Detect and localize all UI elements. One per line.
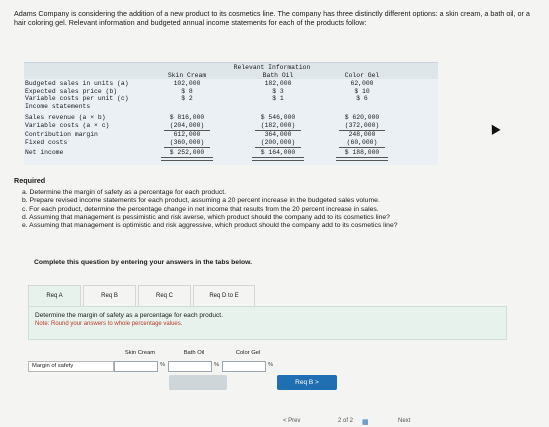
cell: 248,000 bbox=[348, 131, 376, 138]
cell: 102,000 bbox=[173, 80, 201, 87]
row-label: Sales revenue (a × b) bbox=[25, 114, 106, 121]
percent-sign: % bbox=[160, 362, 166, 368]
question-a: a. Determine the margin of safety as a percentage for each product. bbox=[22, 189, 227, 196]
cell: $ 1 bbox=[272, 95, 284, 102]
tab-req-c[interactable]: Req C bbox=[138, 285, 191, 306]
cell: (360,000) bbox=[169, 139, 205, 146]
tab-req-a[interactable]: Req A bbox=[28, 285, 81, 306]
rounding-note: Note: Round your answers to whole percentage values. bbox=[35, 321, 183, 327]
cell: 182,000 bbox=[264, 80, 292, 87]
question-c: c. For each product, determine the percentage change in net income that results from the 20 percent increase in sales. bbox=[22, 205, 379, 213]
bath-oil-mos-input[interactable] bbox=[168, 361, 212, 372]
color-gel-mos-input[interactable] bbox=[222, 361, 266, 372]
row-label: Fixed costs bbox=[25, 139, 68, 146]
cell: $ 252,000 bbox=[169, 149, 205, 156]
cell: $ 164,000 bbox=[260, 149, 296, 156]
next-req-b-button[interactable]: Req B > bbox=[277, 375, 337, 390]
cell: $ 10 bbox=[354, 87, 370, 95]
group-header: Relevant Information bbox=[233, 64, 311, 71]
total-double-rule bbox=[161, 157, 213, 161]
mouse-cursor-icon bbox=[487, 122, 500, 135]
row-label: Expected sales price (b) bbox=[25, 87, 118, 95]
cell: (182,000) bbox=[260, 122, 296, 129]
question-d: d. Assuming that management is pessimistic and risk averse, which product should the company add to its cosmetics line? bbox=[22, 213, 390, 221]
cell: $ 6 bbox=[356, 95, 368, 102]
cell: 612,000 bbox=[173, 131, 201, 138]
row-label: Net income bbox=[25, 149, 64, 156]
subtotal-rule bbox=[255, 147, 301, 148]
row-label: Variable costs (a × c) bbox=[25, 122, 110, 129]
prev-req-button[interactable] bbox=[169, 375, 227, 390]
tab-req-b[interactable]: Req B bbox=[83, 285, 136, 306]
answer-col-bath-oil: Bath Oil bbox=[183, 350, 205, 356]
cell: $ 620,000 bbox=[344, 114, 380, 121]
percent-sign: % bbox=[214, 362, 220, 368]
question-e: e. Assuming that management is optimistic and risk aggressive, which product should the company add to its cosmetics line? bbox=[22, 222, 398, 230]
cell: $ 2 bbox=[181, 95, 193, 102]
percent-sign: % bbox=[268, 362, 274, 368]
cell: (60,000) bbox=[346, 139, 378, 146]
total-double-rule bbox=[252, 157, 304, 161]
row-label: Contribution margin bbox=[25, 131, 98, 138]
cell: $ 3 bbox=[272, 87, 284, 95]
req-a-panel bbox=[28, 306, 507, 340]
cell: $ 816,000 bbox=[169, 114, 205, 121]
requirement-tabs bbox=[28, 285, 507, 306]
cell: (372,000) bbox=[344, 122, 380, 129]
row-label: Budgeted sales in units (a) bbox=[25, 80, 129, 87]
relevant-information-table bbox=[24, 62, 438, 165]
cell: $ 8 bbox=[181, 87, 193, 95]
row-label: Variable costs per unit (c) bbox=[25, 95, 129, 102]
cell: 62,000 bbox=[350, 80, 374, 87]
cell: $ 546,000 bbox=[260, 114, 296, 121]
subtotal-rule bbox=[339, 147, 385, 148]
footer-next[interactable]: Next bbox=[398, 418, 411, 424]
answer-col-color-gel: Color Gel bbox=[235, 350, 261, 356]
grid-icon[interactable]: ▦ bbox=[362, 419, 369, 426]
cell: $ 188,000 bbox=[344, 149, 380, 156]
panel-description: Determine the margin of safety as a percentage for each product. bbox=[35, 312, 223, 319]
row-label: Income statements bbox=[25, 103, 91, 110]
cell: 364,000 bbox=[264, 131, 292, 138]
cell: (200,000) bbox=[260, 139, 296, 146]
footer-prev[interactable]: < Prev bbox=[283, 418, 301, 424]
total-double-rule bbox=[336, 157, 388, 161]
answer-col-skin-cream: Skin Cream bbox=[124, 350, 156, 356]
question-b: b. Prepare revised income statements for each product, assuming a 20 percent increase in the budgeted sales volume. bbox=[22, 197, 380, 205]
problem-intro: Adams Company is considering the addition of a new product to its cosmetics line. The company has three distinctly different options: a skin cream, a bath oil, or a hair coloring gel. Relevant information and budgeted annual income statements for each of the products follow: bbox=[14, 9, 530, 28]
col-header-color-gel: Color Gel bbox=[344, 72, 380, 79]
col-header-skin-cream: Skin Cream bbox=[167, 72, 207, 79]
cell: (204,000) bbox=[169, 122, 205, 129]
complete-instruction: Complete this question by entering your answers in the tabs below. bbox=[34, 259, 253, 266]
question-list bbox=[22, 189, 542, 230]
footer-page-indicator: 2 of 2 bbox=[338, 418, 354, 424]
required-heading: Required bbox=[14, 176, 46, 185]
margin-of-safety-label: Margin of safety bbox=[28, 361, 114, 372]
tab-req-d-to-e[interactable]: Req D to E bbox=[193, 285, 255, 306]
skin-cream-mos-input[interactable] bbox=[114, 361, 158, 372]
col-header-bath-oil: Bath Oil bbox=[262, 72, 294, 79]
subtotal-rule bbox=[164, 147, 210, 148]
